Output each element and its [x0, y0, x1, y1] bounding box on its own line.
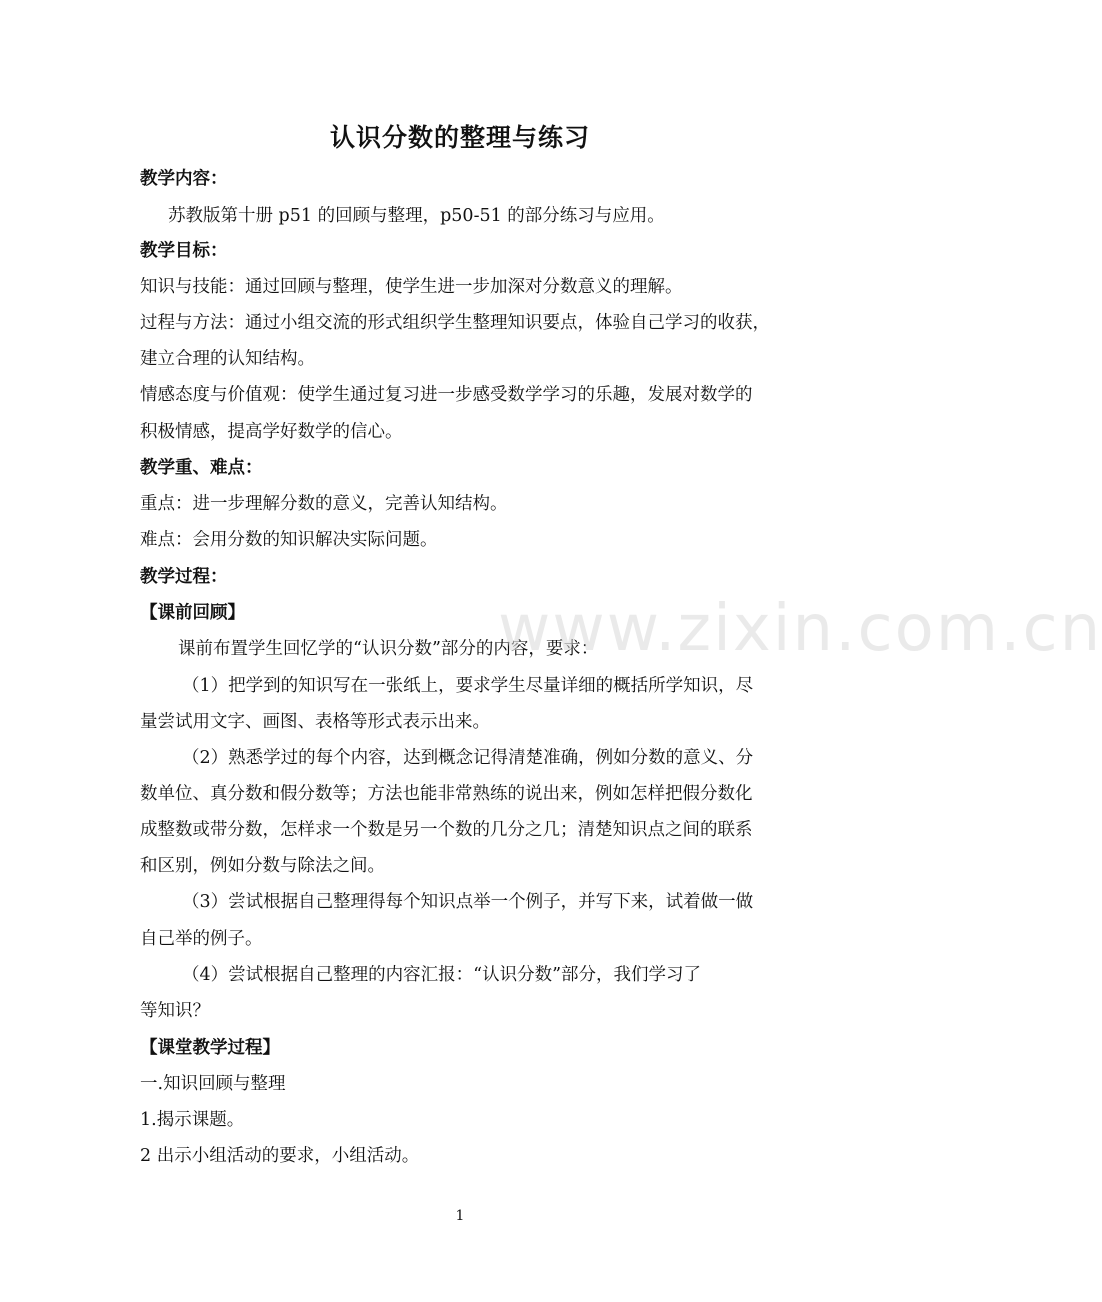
list-item: （2）熟悉学过的每个内容，达到概念记得清楚准确，例如分数的意义、分 [182, 748, 754, 768]
paragraph-line: 一.知识回顾与整理 [140, 1074, 286, 1094]
heading-teaching-process: 教学过程： [140, 567, 228, 587]
paragraph-line: 重点：进一步理解分数的意义，完善认知结构。 [140, 494, 508, 514]
section-pre-class-review: 【课前回顾】 [140, 603, 245, 623]
paragraph-line: 1.揭示课题。 [140, 1110, 245, 1130]
paragraph-line: 积极情感，提高学好数学的信心。 [140, 422, 403, 442]
paragraph-line: 知识与技能：通过回顾与整理，使学生进一步加深对分数意义的理解。 [140, 277, 683, 297]
heading-teaching-content: 教学内容： [140, 169, 228, 189]
paragraph-line: 数单位、真分数和假分数等；方法也能非常熟练的说出来，例如怎样把假分数化 [140, 784, 753, 804]
list-item: （3）尝试根据自己整理得每个知识点举一个例子，并写下来，试着做一做 [182, 892, 754, 912]
paragraph-line: 成整数或带分数，怎样求一个数是另一个数的几分之几；清楚知识点之间的联系 [140, 820, 753, 840]
paragraph-line: 情感态度与价值观：使学生通过复习进一步感受数学学习的乐趣，发展对数学的 [140, 385, 753, 405]
document-title: 认识分数的整理与练习 [329, 123, 590, 152]
paragraph-line: 等知识？ [140, 1001, 210, 1021]
paragraph-line: 自己举的例子。 [140, 929, 263, 949]
paragraph-line: 课前布置学生回忆学的“认识分数”部分的内容，要求： [178, 639, 599, 659]
paragraph-line: 建立合理的认知结构。 [140, 349, 315, 369]
paragraph-line: 过程与方法：通过小组交流的形式组织学生整理知识要点，体验自己学习的收获， [140, 313, 770, 333]
paragraph-line: 苏教版第十册 p51 的回顾与整理，p50-51 的部分练习与应用。 [168, 206, 665, 226]
list-item: （4）尝试根据自己整理的内容汇报：“认识分数”部分，我们学习了 [182, 965, 702, 985]
page-number: 1 [455, 1208, 465, 1224]
section-classroom-process: 【课堂教学过程】 [140, 1038, 280, 1058]
watermark: www.zixin.com.cn [498, 592, 1102, 666]
heading-key-points: 教学重、难点： [140, 458, 263, 478]
paragraph-line: 和区别，例如分数与除法之间。 [140, 856, 385, 876]
list-item: （1）把学到的知识写在一张纸上，要求学生尽量详细的概括所学知识，尽 [182, 676, 754, 696]
paragraph-line: 量尝试用文字、画图、表格等形式表示出来。 [140, 712, 490, 732]
paragraph-line: 2 出示小组活动的要求，小组活动。 [140, 1146, 420, 1166]
heading-teaching-goals: 教学目标： [140, 241, 228, 261]
paragraph-line: 难点：会用分数的知识解决实际问题。 [140, 530, 438, 550]
